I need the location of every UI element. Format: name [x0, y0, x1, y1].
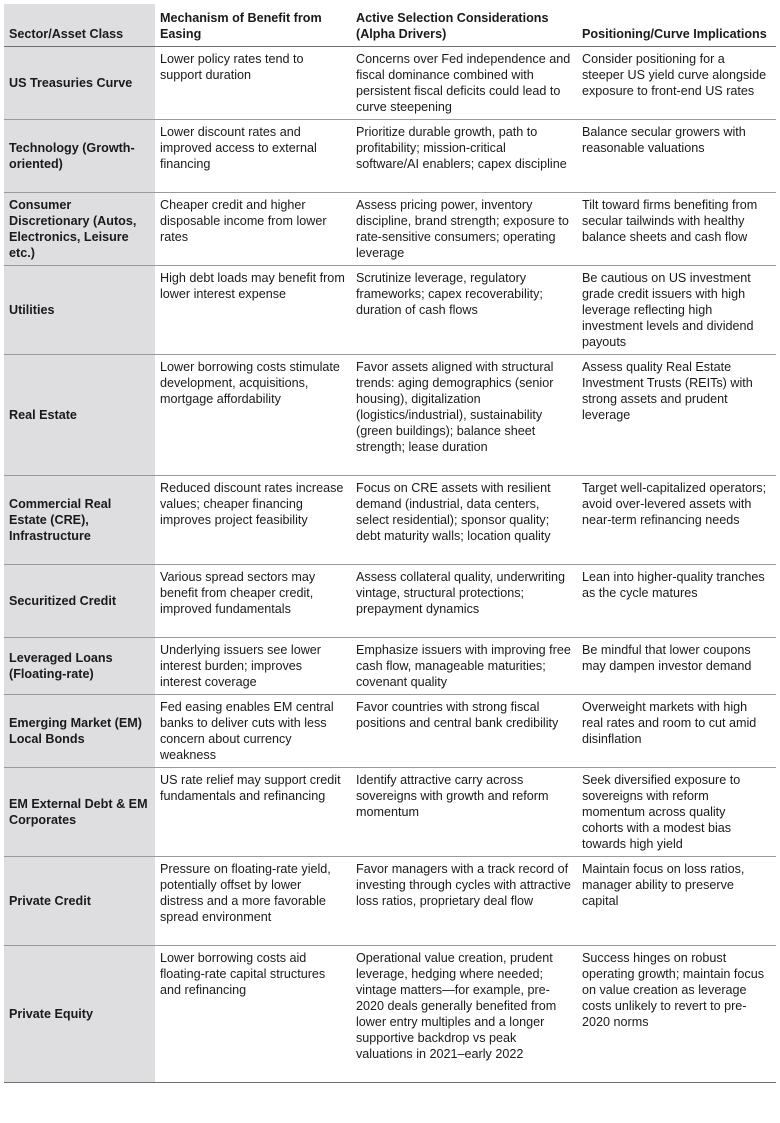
mechanism-cell: High debt loads may benefit from lower interest expense: [155, 266, 351, 355]
easing-sector-table: [4, 4, 776, 1083]
positioning-cell: Maintain focus on loss ratios, manager ability to preserve capital: [577, 857, 776, 946]
sector-cell: Real Estate: [4, 355, 155, 476]
selection-cell: Operational value creation, prudent leverage, hedging where needed; vintage matters—for example, pre-2020 deals generally benefited from lower entry multiples and a longer supportive backdrop vs peak valuations in 2021–early 2022: [351, 946, 577, 1083]
sector-cell: US Treasuries Curve: [4, 47, 155, 120]
positioning-cell: Tilt toward firms benefiting from secular tailwinds with healthy balance sheets and cash flow: [577, 193, 776, 266]
table-row: [4, 695, 776, 768]
positioning-cell: Target well-capitalized operators; avoid over-levered assets with near-term refinancing needs: [577, 476, 776, 565]
header-mechanism: Mechanism of Benefit from Easing: [155, 4, 351, 47]
selection-cell: Concerns over Fed independence and fiscal dominance combined with persistent fiscal deficits could lead to curve steepening: [351, 47, 577, 120]
table-row: [4, 47, 776, 120]
sector-cell: Emerging Market (EM) Local Bonds: [4, 695, 155, 768]
selection-cell: Identify attractive carry across sovereigns with growth and reform momentum: [351, 768, 577, 857]
mechanism-cell: Lower borrowing costs aid floating-rate capital structures and refinancing: [155, 946, 351, 1083]
selection-cell: Prioritize durable growth, path to profitability; mission-critical software/AI enablers; capex discipline: [351, 120, 577, 193]
header-selection: Active Selection Considerations (Alpha Drivers): [351, 4, 577, 47]
table-row: [4, 638, 776, 695]
mechanism-cell: Lower discount rates and improved access to external financing: [155, 120, 351, 193]
table-row: [4, 266, 776, 355]
table-row: [4, 946, 776, 1083]
selection-cell: Favor managers with a track record of investing through cycles with attractive loss ratios, proprietary deal flow: [351, 857, 577, 946]
table-row: [4, 355, 776, 476]
header-positioning: Positioning/Curve Implications: [577, 4, 776, 47]
sector-cell: Commercial Real Estate (CRE), Infrastructure: [4, 476, 155, 565]
positioning-cell: Balance secular growers with reasonable valuations: [577, 120, 776, 193]
selection-cell: Emphasize issuers with improving free cash flow, manageable maturities; covenant quality: [351, 638, 577, 695]
positioning-cell: Overweight markets with high real rates and room to cut amid disinflation: [577, 695, 776, 768]
mechanism-cell: Underlying issuers see lower interest burden; improves interest coverage: [155, 638, 351, 695]
table-row: [4, 768, 776, 857]
positioning-cell: Assess quality Real Estate Investment Trusts (REITs) with strong assets and prudent leverage: [577, 355, 776, 476]
table-row: [4, 476, 776, 565]
sector-cell: Private Equity: [4, 946, 155, 1083]
selection-cell: Assess collateral quality, underwriting vintage, structural protections; prepayment dynamics: [351, 565, 577, 638]
sector-cell: EM External Debt & EM Corporates: [4, 768, 155, 857]
selection-cell: Focus on CRE assets with resilient demand (industrial, data centers, select residential); sponsor quality; debt maturity walls; location quality: [351, 476, 577, 565]
sector-cell: Technology (Growth-oriented): [4, 120, 155, 193]
positioning-cell: Lean into higher-quality tranches as the cycle matures: [577, 565, 776, 638]
mechanism-cell: Lower borrowing costs stimulate development, acquisitions, mortgage affordability: [155, 355, 351, 476]
positioning-cell: Be mindful that lower coupons may dampen investor demand: [577, 638, 776, 695]
positioning-cell: Success hinges on robust operating growth; maintain focus on value creation as leverage costs unlikely to revert to pre-2020 norms: [577, 946, 776, 1083]
mechanism-cell: Lower policy rates tend to support duration: [155, 47, 351, 120]
table-row: [4, 193, 776, 266]
sector-cell: Private Credit: [4, 857, 155, 946]
selection-cell: Assess pricing power, inventory discipline, brand strength; exposure to rate-sensitive consumers; operating leverage: [351, 193, 577, 266]
positioning-cell: Be cautious on US investment grade credit issuers with high leverage reflecting high investment levels and dividend payouts: [577, 266, 776, 355]
selection-cell: Favor assets aligned with structural trends: aging demographics (senior housing), digitalization (logistics/industrial), sustainability (green buildings); balance sheet strength; lease duration: [351, 355, 577, 476]
sector-cell: Consumer Discretionary (Autos, Electronics, Leisure etc.): [4, 193, 155, 266]
mechanism-cell: Cheaper credit and higher disposable income from lower rates: [155, 193, 351, 266]
sector-cell: Leveraged Loans (Floating-rate): [4, 638, 155, 695]
header-sector: Sector/Asset Class: [4, 4, 155, 47]
selection-cell: Favor countries with strong fiscal positions and central bank credibility: [351, 695, 577, 768]
mechanism-cell: Pressure on floating-rate yield, potentially offset by lower distress and a more favorable spread environment: [155, 857, 351, 946]
table-row: [4, 120, 776, 193]
header-row: [4, 4, 776, 47]
table-row: [4, 565, 776, 638]
mechanism-cell: Reduced discount rates increase values; cheaper financing improves project feasibility: [155, 476, 351, 565]
table-body: [4, 47, 776, 1083]
table-row: [4, 857, 776, 946]
mechanism-cell: Various spread sectors may benefit from cheaper credit, improved fundamentals: [155, 565, 351, 638]
mechanism-cell: US rate relief may support credit fundamentals and refinancing: [155, 768, 351, 857]
selection-cell: Scrutinize leverage, regulatory frameworks; capex recoverability; duration of cash flows: [351, 266, 577, 355]
sector-cell: Utilities: [4, 266, 155, 355]
positioning-cell: Seek diversified exposure to sovereigns with reform momentum across quality cohorts with a modest bias towards high yield: [577, 768, 776, 857]
mechanism-cell: Fed easing enables EM central banks to deliver cuts with less concern about currency weakness: [155, 695, 351, 768]
positioning-cell: Consider positioning for a steeper US yield curve alongside exposure to front-end US rates: [577, 47, 776, 120]
sector-cell: Securitized Credit: [4, 565, 155, 638]
